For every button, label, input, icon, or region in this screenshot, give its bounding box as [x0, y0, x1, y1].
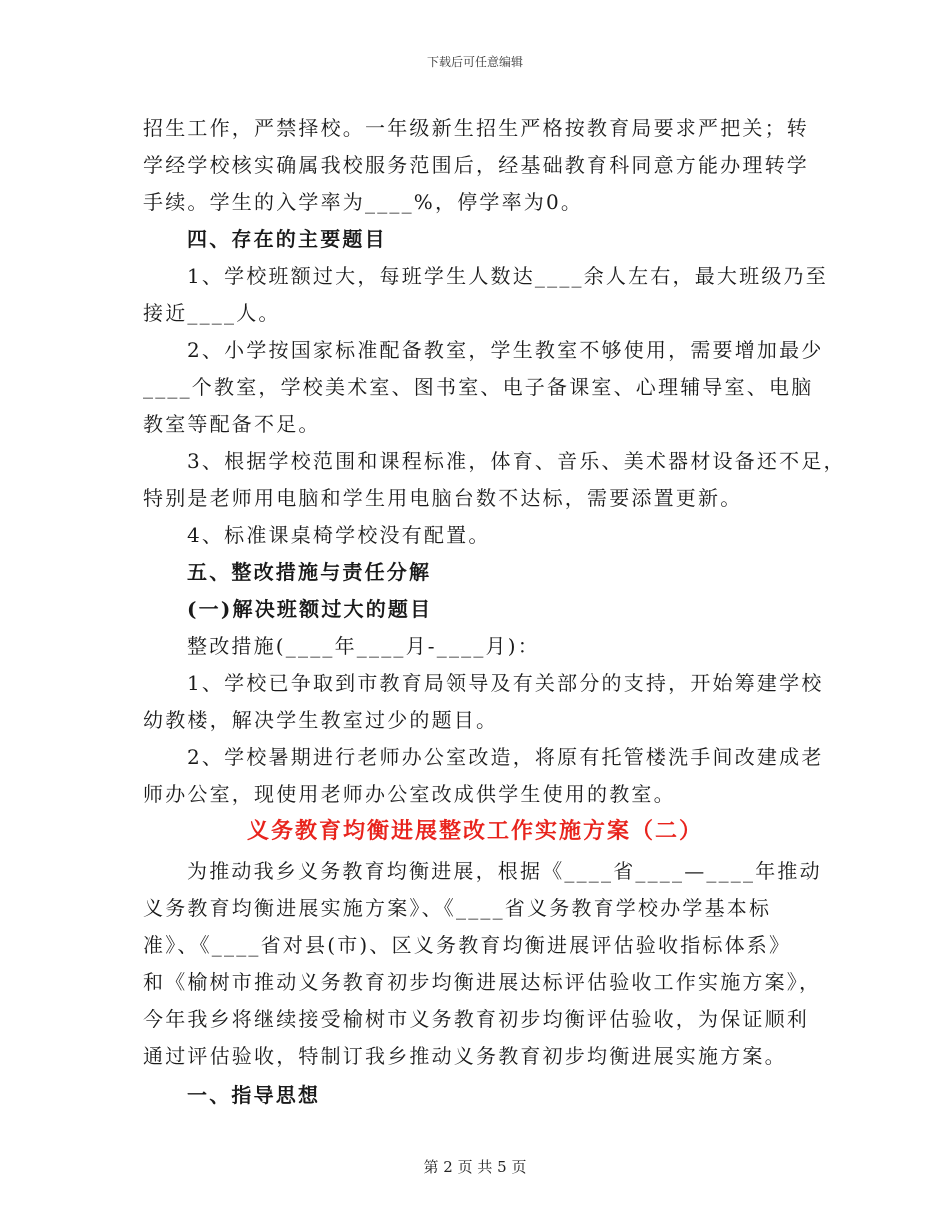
paragraph-line: ____个教室，学校美术室、图书室、电子备课室、心理辅导室、电脑	[143, 375, 814, 399]
paragraph-line: 今年我乡将继续接受榆树市义务教育初步均衡评估验收，为保证顺利	[143, 1007, 809, 1031]
paragraph-line: 幼教楼，解决学生教室过少的题目。	[143, 708, 499, 732]
paragraph-line: 1、学校已争取到市教育局领导及有关部分的支持，开始筹建学校	[187, 671, 824, 695]
section-heading: 五、整改措施与责任分解	[187, 560, 432, 584]
paragraph-line: 学经学校核实确属我校服务范围后，经基础教育科同意方能办理转学	[143, 153, 809, 177]
paragraph-line: 3、根据学校范围和课程标准，体育、音乐、美术器材设备还不足，	[187, 449, 846, 473]
header-note: 下载后可任意编辑	[426, 55, 523, 69]
paragraph-line: 4、标准课桌椅学校没有配置。	[187, 523, 491, 547]
paragraph-line: 2、小学按国家标准配备教室，学生教室不够使用，需要增加最少	[187, 338, 824, 362]
paragraph-line: 师办公室，现使用老师办公室改成供学生使用的教室。	[143, 782, 676, 806]
paragraph-line: 通过评估验收，特制订我乡推动义务教育初步均衡进展实施方案。	[143, 1044, 787, 1068]
paragraph-line: 准》、《____省对县(市)、区义务教育均衡进展评估验收指标体系》	[143, 933, 792, 957]
document-title: 义务教育均衡进展整改工作实施方案（二）	[246, 818, 703, 844]
paragraph-line: 义务教育均衡进展实施方案》、《____省义务教育学校办学基本标	[143, 896, 772, 920]
page-footer: 第 2 页 共 5 页	[423, 1158, 527, 1176]
section-heading: 四、存在的主要题目	[187, 227, 387, 251]
paragraph-line: 招生工作，严禁择校。一年级新生招生严格按教育局要求严把关；转	[143, 116, 809, 140]
paragraph-line: 1、学校班额过大，每班学生人数达____余人左右，最大班级乃至	[187, 264, 828, 288]
paragraph-line: 为推动我乡义务教育均衡进展，根据《____省____—____年推动	[187, 859, 822, 883]
paragraph-line: 整改措施(____年____月-____月)：	[187, 634, 540, 658]
paragraph-line: 特别是老师用电脑和学生用电脑台数不达标，需要添置更新。	[143, 486, 743, 510]
paragraph-line: 手续。学生的入学率为____%，停学率为0。	[143, 190, 584, 214]
paragraph-line: 2、学校暑期进行老师办公室改造，将原有托管楼洗手间改建成老	[187, 745, 824, 769]
paragraph-line: 接近____人。	[143, 301, 281, 325]
paragraph-line: 教室等配备不足。	[143, 412, 321, 436]
subsection-heading: (一)解决班额过大的题目	[187, 597, 433, 621]
section-heading: 一、指导思想	[187, 1083, 321, 1107]
paragraph-line: 和《榆树市推动义务教育初步均衡进展达标评估验收工作实施方案》，	[143, 970, 822, 994]
